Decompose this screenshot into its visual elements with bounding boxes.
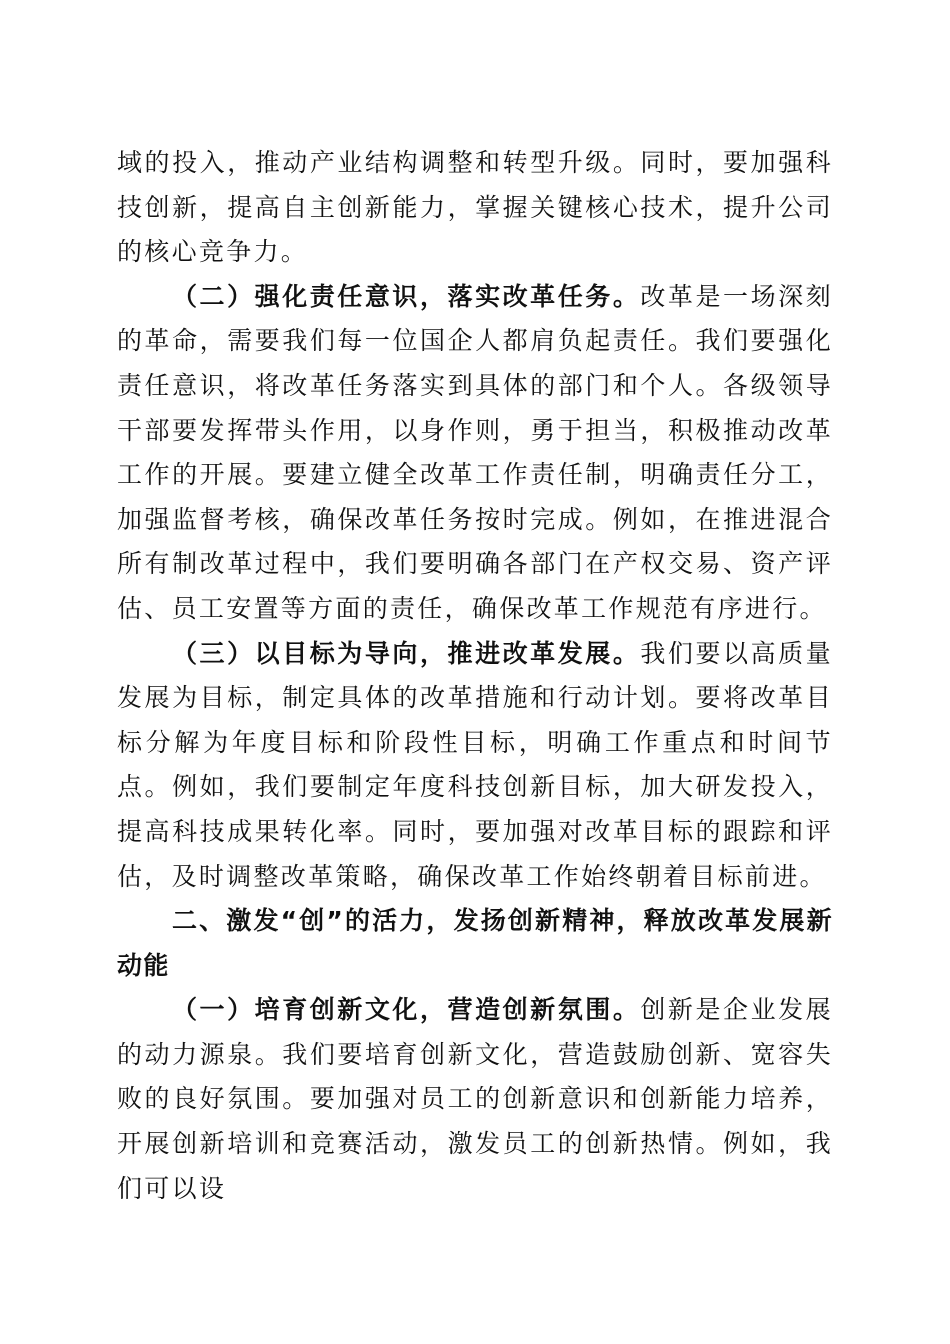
subsection-title: （一）培育创新文化，营造创新氛围。 [172,995,641,1025]
subsection-goal-oriented [117,632,833,900]
subsection-text: 改革是一场深刻的革命，需要我们每一位国企人都肩负起责任。我们要强化责任意识，将改革任务落实到具体的部门和个人。各级领导干部要发挥带头作用，以身作则，勇于担当，积极推动改革工作的开展。要建立健全改革工作责任制，明确责任分工，加强监督考核，确保改革任务按时完成。例如，在推进混合所有制改革过程中，我们要明确各部门在产权交易、资产评估、员工安置等方面的责任，确保改革工作规范有序进行。 [117,281,833,623]
paragraph-text: 域的投入，推动产业结构调整和转型升级。同时，要加强科技创新，提高自主创新能力，掌握关键核心技术，提升公司的核心竞争力。 [117,148,833,267]
subsection-title: （二）强化责任意识，落实改革任务。 [172,281,641,311]
subsection-text: 创新是企业发展的动力源泉。我们要培育创新文化，营造鼓励创新、宽容失败的良好氛围。要加强对员工的创新意识和创新能力培养，开展创新培训和竞赛活动，激发员工的创新热情。例如，我们可以设 [117,995,833,1203]
subsection-innovation-culture [117,988,833,1211]
document-body [117,141,833,1211]
subsection-responsibility [117,275,833,632]
subsection-title: （三）以目标为导向，推进改革发展。 [172,638,641,668]
paragraph-continuation [117,141,833,275]
section-heading: 二、激发“创”的活力，发扬创新精神，释放改革发展新动能 [117,906,833,980]
subsection-text: 我们要以高质量发展为目标，制定具体的改革措施和行动计划。要将改革目标分解为年度目标和阶段性目标，明确工作重点和时间节点。例如，我们要制定年度科技创新目标，加大研发投入，提高科技成果转化率。同时，要加强对改革目标的跟踪和评估，及时调整改革策略，确保改革工作始终朝着目标前进。 [117,638,833,891]
